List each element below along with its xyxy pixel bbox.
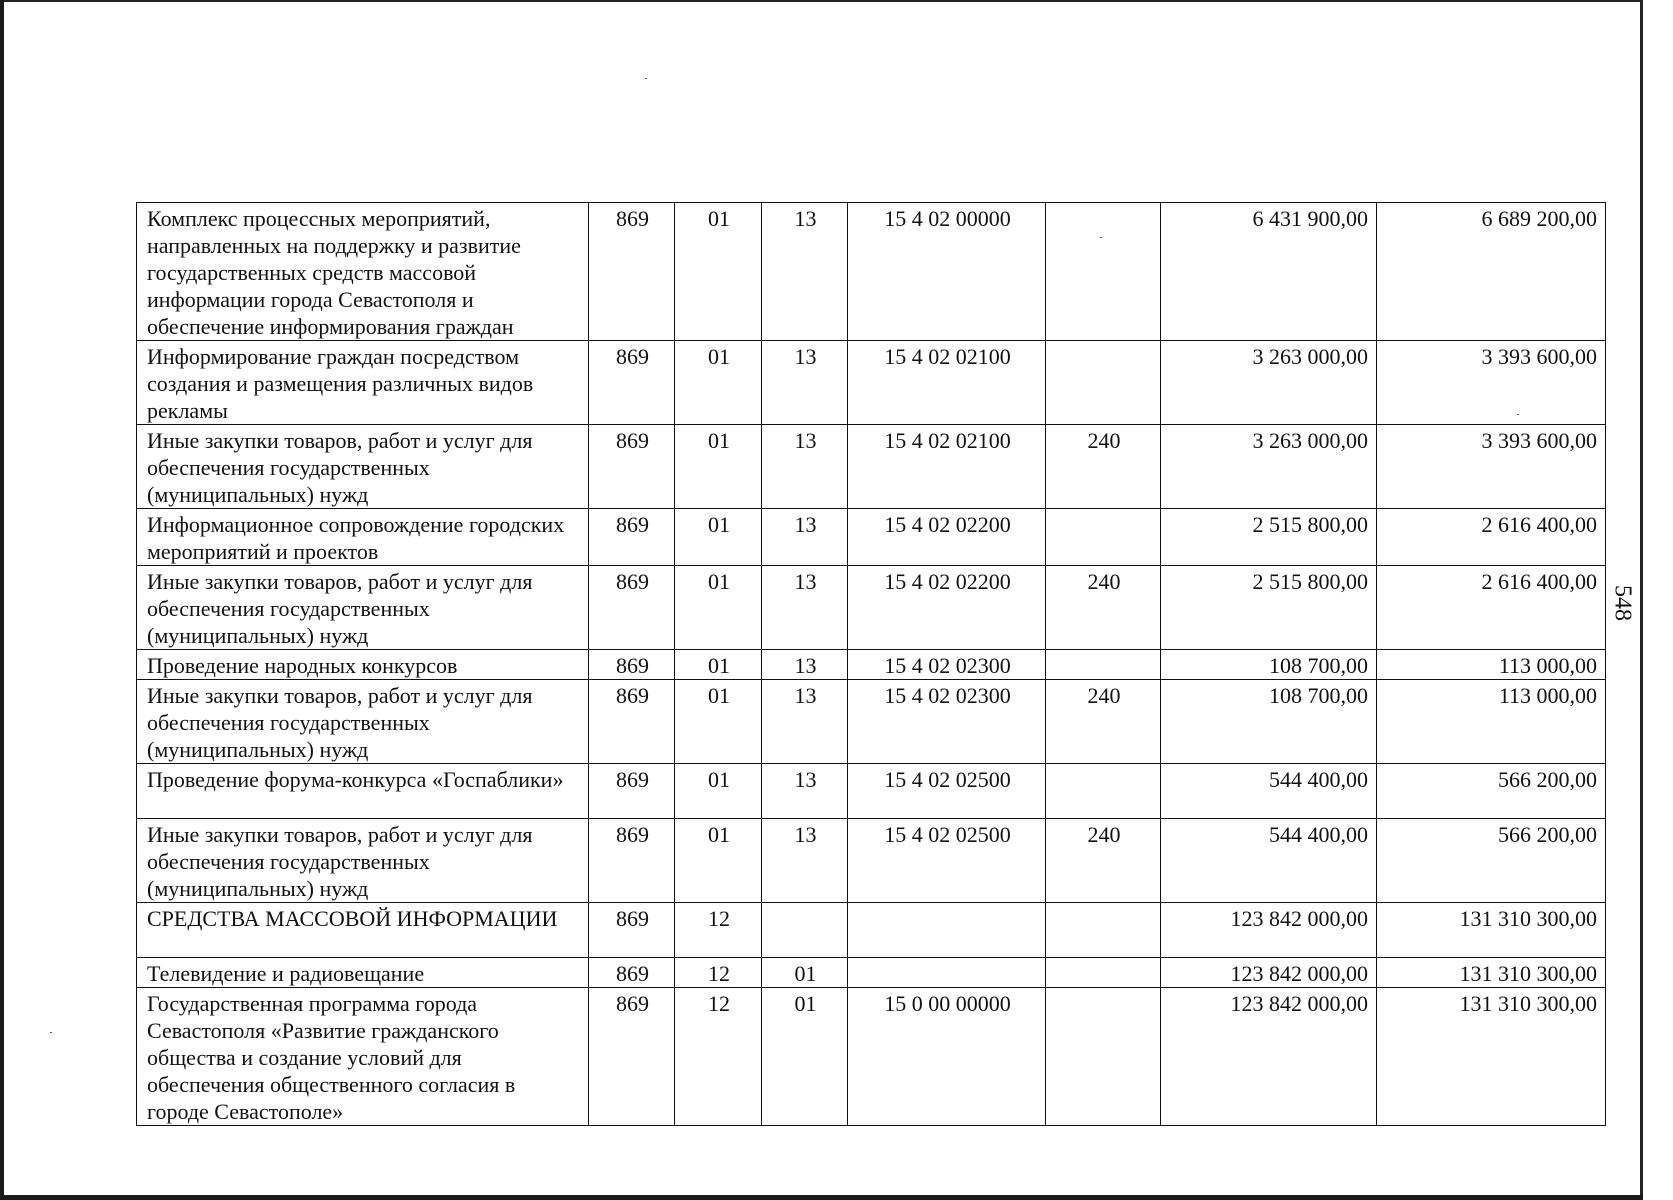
table-row bbox=[137, 425, 1606, 509]
amount-year-1-cell: 2 515 800,00 bbox=[1161, 509, 1377, 566]
expense-type-cell bbox=[1046, 764, 1161, 819]
expense-type-cell bbox=[1046, 509, 1161, 566]
subsection-code-cell: 13 bbox=[762, 650, 848, 680]
section-code-cell: 01 bbox=[675, 764, 762, 819]
target-article-cell: 15 4 02 02200 bbox=[848, 566, 1046, 650]
amount-year-2-cell: 131 310 300,00 bbox=[1377, 958, 1606, 988]
expense-type-cell bbox=[1046, 341, 1161, 425]
section-code-cell: 12 bbox=[675, 958, 762, 988]
expense-type-cell bbox=[1046, 988, 1161, 1126]
target-article-cell bbox=[848, 958, 1046, 988]
amount-year-1-cell: 544 400,00 bbox=[1161, 819, 1377, 903]
subsection-code-cell: 13 bbox=[762, 425, 848, 509]
section-code-cell: 01 bbox=[675, 680, 762, 764]
table-row bbox=[137, 341, 1606, 425]
amount-year-2-cell: 131 310 300,00 bbox=[1377, 988, 1606, 1126]
table-row bbox=[137, 680, 1606, 764]
expense-type-cell: 240 bbox=[1046, 425, 1161, 509]
amount-year-2-cell: 3 393 600,00 bbox=[1377, 425, 1606, 509]
ministry-code-cell: 869 bbox=[589, 680, 675, 764]
ministry-code-cell: 869 bbox=[589, 509, 675, 566]
section-code-cell: 12 bbox=[675, 988, 762, 1126]
table-row bbox=[137, 764, 1606, 819]
amount-year-2-cell: 566 200,00 bbox=[1377, 764, 1606, 819]
amount-year-1-cell: 2 515 800,00 bbox=[1161, 566, 1377, 650]
amount-year-2-cell: 113 000,00 bbox=[1377, 650, 1606, 680]
ministry-code-cell: 869 bbox=[589, 425, 675, 509]
row-name-cell: Телевидение и радиовещание bbox=[137, 958, 589, 988]
amount-year-2-cell: 6 689 200,00 bbox=[1377, 203, 1606, 341]
target-article-cell: 15 4 02 02200 bbox=[848, 509, 1046, 566]
ministry-code-cell: 869 bbox=[589, 650, 675, 680]
scan-edge-left bbox=[0, 0, 4, 1200]
ministry-code-cell: 869 bbox=[589, 341, 675, 425]
table-row bbox=[137, 988, 1606, 1126]
row-name-cell: Иные закупки товаров, работ и услуг для обеспечения государственных (муниципальных) нужд bbox=[137, 680, 589, 764]
row-name-cell: Проведение форума-конкурса «Госпаблики» bbox=[137, 764, 589, 819]
table-row bbox=[137, 203, 1606, 341]
page-number: 548 bbox=[1609, 585, 1636, 621]
subsection-code-cell: 01 bbox=[762, 958, 848, 988]
amount-year-1-cell: 123 842 000,00 bbox=[1161, 903, 1377, 958]
row-name-cell: Комплекс процессных мероприятий, направленных на поддержку и развитие государственных средств массовой информации города Севастополя и обеспечение информирования граждан bbox=[137, 203, 589, 341]
target-article-cell: 15 4 02 02500 bbox=[848, 819, 1046, 903]
expense-type-cell: 240 bbox=[1046, 566, 1161, 650]
subsection-code-cell: 13 bbox=[762, 341, 848, 425]
ministry-code-cell: 869 bbox=[589, 903, 675, 958]
scan-edge-top bbox=[0, 0, 1642, 2]
target-article-cell: 15 4 02 02300 bbox=[848, 680, 1046, 764]
amount-year-2-cell: 566 200,00 bbox=[1377, 819, 1606, 903]
amount-year-1-cell: 123 842 000,00 bbox=[1161, 988, 1377, 1126]
subsection-code-cell: 01 bbox=[762, 988, 848, 1126]
row-name-cell: Иные закупки товаров, работ и услуг для обеспечения государственных (муниципальных) нужд bbox=[137, 566, 589, 650]
section-code-cell: 01 bbox=[675, 425, 762, 509]
ministry-code-cell: 869 bbox=[589, 203, 675, 341]
budget-table bbox=[136, 202, 1606, 1126]
amount-year-2-cell: 113 000,00 bbox=[1377, 680, 1606, 764]
amount-year-1-cell: 3 263 000,00 bbox=[1161, 425, 1377, 509]
table-row bbox=[137, 903, 1606, 958]
scan-edge-right bbox=[1640, 0, 1643, 1200]
table-row bbox=[137, 958, 1606, 988]
target-article-cell: 15 4 02 02100 bbox=[848, 425, 1046, 509]
table-row bbox=[137, 819, 1606, 903]
section-code-cell: 01 bbox=[675, 341, 762, 425]
amount-year-1-cell: 544 400,00 bbox=[1161, 764, 1377, 819]
scan-speck bbox=[50, 1032, 52, 1033]
ministry-code-cell: 869 bbox=[589, 819, 675, 903]
target-article-cell: 15 4 02 02100 bbox=[848, 341, 1046, 425]
ministry-code-cell: 869 bbox=[589, 764, 675, 819]
subsection-code-cell bbox=[762, 903, 848, 958]
section-code-cell: 01 bbox=[675, 650, 762, 680]
expense-type-cell bbox=[1046, 203, 1161, 341]
amount-year-2-cell: 131 310 300,00 bbox=[1377, 903, 1606, 958]
table-row bbox=[137, 650, 1606, 680]
amount-year-1-cell: 123 842 000,00 bbox=[1161, 958, 1377, 988]
table-row bbox=[137, 566, 1606, 650]
section-code-cell: 12 bbox=[675, 903, 762, 958]
amount-year-1-cell: 6 431 900,00 bbox=[1161, 203, 1377, 341]
subsection-code-cell: 13 bbox=[762, 819, 848, 903]
subsection-code-cell: 13 bbox=[762, 680, 848, 764]
expense-type-cell: 240 bbox=[1046, 680, 1161, 764]
amount-year-1-cell: 108 700,00 bbox=[1161, 650, 1377, 680]
section-code-cell: 01 bbox=[675, 203, 762, 341]
amount-year-1-cell: 3 263 000,00 bbox=[1161, 341, 1377, 425]
ministry-code-cell: 869 bbox=[589, 958, 675, 988]
row-name-cell: Государственная программа города Севастополя «Развитие гражданского общества и создание условий для обеспечения общественного согласия в городе Севастополе» bbox=[137, 988, 589, 1126]
amount-year-1-cell: 108 700,00 bbox=[1161, 680, 1377, 764]
budget-table-body bbox=[137, 203, 1606, 1126]
expense-type-cell: 240 bbox=[1046, 819, 1161, 903]
row-name-cell: Иные закупки товаров, работ и услуг для обеспечения государственных (муниципальных) нужд bbox=[137, 819, 589, 903]
subsection-code-cell: 13 bbox=[762, 566, 848, 650]
target-article-cell: 15 4 02 02500 bbox=[848, 764, 1046, 819]
row-name-cell: Информационное сопровождение городских мероприятий и проектов bbox=[137, 509, 589, 566]
section-code-cell: 01 bbox=[675, 509, 762, 566]
subsection-code-cell: 13 bbox=[762, 509, 848, 566]
table-row bbox=[137, 509, 1606, 566]
target-article-cell: 15 4 02 00000 bbox=[848, 203, 1046, 341]
scan-speck bbox=[645, 78, 647, 79]
row-name-cell: СРЕДСТВА МАССОВОЙ ИНФОРМАЦИИ bbox=[137, 903, 589, 958]
amount-year-2-cell: 3 393 600,00 bbox=[1377, 341, 1606, 425]
row-name-cell: Проведение народных конкурсов bbox=[137, 650, 589, 680]
section-code-cell: 01 bbox=[675, 566, 762, 650]
target-article-cell bbox=[848, 903, 1046, 958]
subsection-code-cell: 13 bbox=[762, 764, 848, 819]
ministry-code-cell: 869 bbox=[589, 988, 675, 1126]
row-name-cell: Иные закупки товаров, работ и услуг для обеспечения государственных (муниципальных) нужд bbox=[137, 425, 589, 509]
amount-year-2-cell: 2 616 400,00 bbox=[1377, 509, 1606, 566]
section-code-cell: 01 bbox=[675, 819, 762, 903]
expense-type-cell bbox=[1046, 958, 1161, 988]
subsection-code-cell: 13 bbox=[762, 203, 848, 341]
target-article-cell: 15 0 00 00000 bbox=[848, 988, 1046, 1126]
expense-type-cell bbox=[1046, 903, 1161, 958]
row-name-cell: Информирование граждан посредством создания и размещения различных видов рекламы bbox=[137, 341, 589, 425]
amount-year-2-cell: 2 616 400,00 bbox=[1377, 566, 1606, 650]
expense-type-cell bbox=[1046, 650, 1161, 680]
target-article-cell: 15 4 02 02300 bbox=[848, 650, 1046, 680]
scan-edge-bottom bbox=[0, 1195, 1643, 1200]
ministry-code-cell: 869 bbox=[589, 566, 675, 650]
